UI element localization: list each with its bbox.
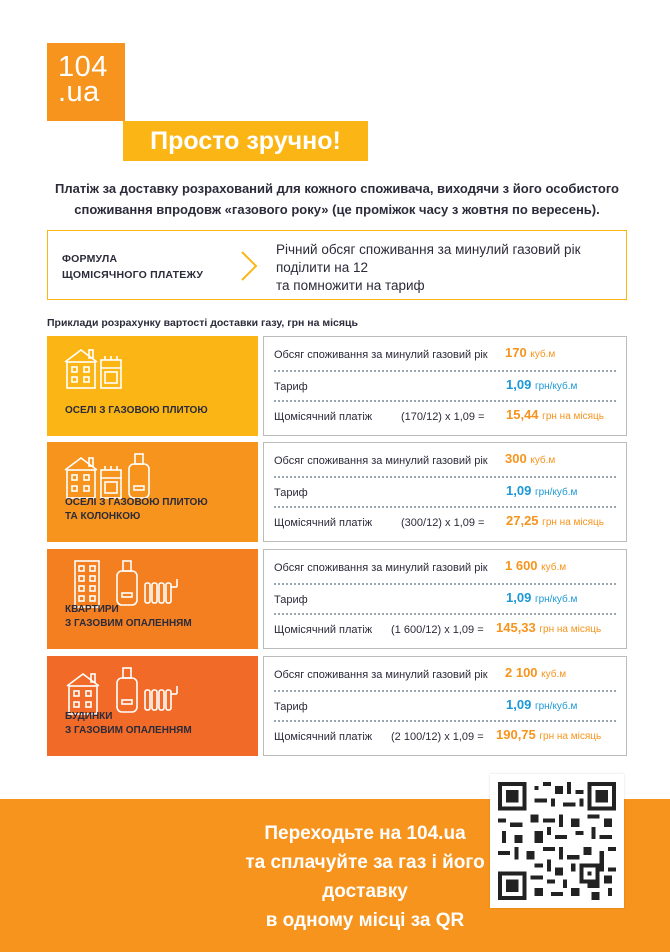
- tariff-row: [274, 590, 616, 610]
- tariff-value: [506, 483, 577, 498]
- tariff-unit: грн/куб.м: [534, 701, 578, 712]
- examples-title: Приклади розрахунку вартості доставки газу, грн на місяць: [47, 317, 358, 329]
- payment-unit: грн на місяць: [539, 731, 602, 742]
- card-category-name: [65, 710, 192, 738]
- volume-label: Обсяг споживання за минулий газовий рік: [274, 455, 488, 467]
- volume-row: [274, 558, 616, 578]
- bottom-line2: та сплачуйте за газ і його доставку: [245, 852, 485, 902]
- tariff-label: Тариф: [274, 487, 308, 499]
- tariff-row: [274, 377, 616, 397]
- payment-number: 27,25: [506, 513, 539, 528]
- chevron-right-icon: [234, 249, 264, 283]
- card-calculation: [263, 336, 627, 436]
- tariff-unit: грн/куб.м: [534, 487, 578, 498]
- payment-number: 15,44: [506, 407, 539, 422]
- tagline: Просто зручно!: [123, 121, 368, 161]
- formula-label: [62, 251, 203, 283]
- intro-text: Платіж за доставку розрахований для кожного споживача, виходячи з його особистого споживання впродовж «газового року» (це проміжок часу з жовтня по вересень).: [54, 181, 619, 217]
- card-category-name: [65, 603, 192, 631]
- payment-value: [496, 620, 601, 635]
- logo-line2: .ua: [58, 76, 100, 108]
- volume-unit: куб.м: [541, 669, 567, 680]
- tariff-number: 1,09: [506, 697, 532, 712]
- divider: [274, 506, 616, 508]
- volume-number: 2 100: [505, 665, 538, 680]
- card-calculation: [263, 549, 627, 649]
- card-category-line2: З ГАЗОВИМ ОПАЛЕННЯМ: [65, 725, 192, 736]
- card-category: [47, 336, 258, 436]
- volume-row: [274, 451, 616, 471]
- card-category-line2: ТА КОЛОНКОЮ: [65, 511, 141, 522]
- logo-line1: 104: [58, 51, 108, 83]
- payment-label: Щомісячний платіж: [274, 411, 373, 423]
- payment-unit: грн на місяць: [539, 624, 602, 635]
- formula-label-line2: ЩОМІСЯЧНОГО ПЛАТЕЖУ: [62, 269, 204, 281]
- volume-unit: куб.м: [530, 455, 556, 466]
- payment-number: 145,33: [496, 620, 536, 635]
- payment-label: Щомісячний платіж: [274, 731, 373, 743]
- payment-calc: (1 600/12) x 1,09 =: [391, 624, 484, 636]
- volume-number: 170: [505, 345, 527, 360]
- volume-row: [274, 345, 616, 365]
- payment-value: [506, 407, 604, 422]
- card-calculation: [263, 656, 627, 756]
- divider: [274, 690, 616, 692]
- formula-text-line3: та помножити на тариф: [276, 278, 425, 293]
- payment-unit: грн на місяць: [542, 411, 604, 422]
- tariff-number: 1,09: [506, 483, 532, 498]
- tariff-label: Тариф: [274, 594, 308, 606]
- qr-code[interactable]: [490, 774, 624, 908]
- card-category: [47, 442, 258, 542]
- payment-label: Щомісячний платіж: [274, 624, 373, 636]
- card-category-name: [65, 404, 208, 418]
- formula-text: [276, 241, 580, 295]
- payment-value: [496, 727, 601, 742]
- payment-calc: (300/12) x 1,09 =: [401, 517, 485, 529]
- bottom-line1: Переходьте на 104.ua: [264, 823, 466, 844]
- tariff-value: [506, 590, 577, 605]
- tariff-unit: грн/куб.м: [534, 381, 578, 392]
- volume-value: [505, 665, 566, 680]
- divider: [274, 583, 616, 585]
- formula-text-line2: поділити на 12: [276, 260, 369, 275]
- tariff-label: Тариф: [274, 381, 308, 393]
- tariff-row: [274, 697, 616, 717]
- formula-text-line1: Річний обсяг споживання за минулий газовий рік: [276, 242, 581, 257]
- payment-calc: (2 100/12) x 1,09 =: [391, 731, 484, 743]
- bottom-banner-text: [215, 819, 515, 935]
- example-card-stove: [47, 336, 627, 436]
- logo: [47, 43, 125, 121]
- example-card-house: [47, 656, 627, 756]
- card-category-name: [65, 496, 208, 524]
- card-category: [47, 549, 258, 649]
- card-category-line1: ОСЕЛІ З ГАЗОВОЮ ПЛИТОЮ: [65, 497, 208, 508]
- tariff-unit: грн/куб.м: [534, 594, 578, 605]
- payment-value: [506, 513, 604, 528]
- divider: [274, 720, 616, 722]
- divider: [274, 400, 616, 402]
- divider: [274, 370, 616, 372]
- card-category: [47, 656, 258, 756]
- tariff-number: 1,09: [506, 377, 532, 392]
- payment-number: 190,75: [496, 727, 536, 742]
- example-card-apartment: [47, 549, 627, 649]
- example-card-stove-heater: [47, 442, 627, 542]
- volume-label: Обсяг споживання за минулий газовий рік: [274, 349, 488, 361]
- payment-row: [274, 620, 616, 640]
- payment-row: [274, 407, 616, 427]
- formula-label-line1: ФОРМУЛА: [62, 253, 118, 265]
- card-category-line1: БУДИНКИ: [65, 711, 113, 722]
- payment-unit: грн на місяць: [542, 517, 604, 528]
- volume-unit: куб.м: [541, 562, 567, 573]
- volume-value: [505, 558, 566, 573]
- payment-row: [274, 727, 616, 747]
- volume-value: [505, 345, 555, 360]
- card-category-line2: З ГАЗОВИМ ОПАЛЕННЯМ: [65, 618, 192, 629]
- volume-number: 1 600: [505, 558, 538, 573]
- tariff-value: [506, 377, 577, 392]
- divider: [274, 613, 616, 615]
- bottom-line3: в одному місці за QR: [265, 910, 465, 931]
- tariff-number: 1,09: [506, 590, 532, 605]
- tariff-row: [274, 483, 616, 503]
- volume-row: [274, 665, 616, 685]
- card-category-line1: КВАРТИРИ: [65, 604, 119, 615]
- volume-unit: куб.м: [530, 349, 556, 360]
- divider: [274, 476, 616, 478]
- volume-number: 300: [505, 451, 527, 466]
- card-calculation: [263, 442, 627, 542]
- volume-value: [505, 451, 555, 466]
- tariff-label: Тариф: [274, 701, 308, 713]
- volume-label: Обсяг споживання за минулий газовий рік: [274, 562, 488, 574]
- volume-label: Обсяг споживання за минулий газовий рік: [274, 669, 488, 681]
- payment-row: [274, 513, 616, 533]
- payment-label: Щомісячний платіж: [274, 517, 373, 529]
- qr-code-icon: [498, 782, 616, 900]
- payment-calc: (170/12) x 1,09 =: [401, 411, 485, 423]
- card-category-line1: ОСЕЛІ З ГАЗОВОЮ ПЛИТОЮ: [65, 405, 208, 416]
- house-with-stove-icon: [61, 344, 181, 390]
- house-stove-boiler-icon: [61, 450, 201, 500]
- tariff-value: [506, 697, 577, 712]
- formula-box: [47, 230, 627, 300]
